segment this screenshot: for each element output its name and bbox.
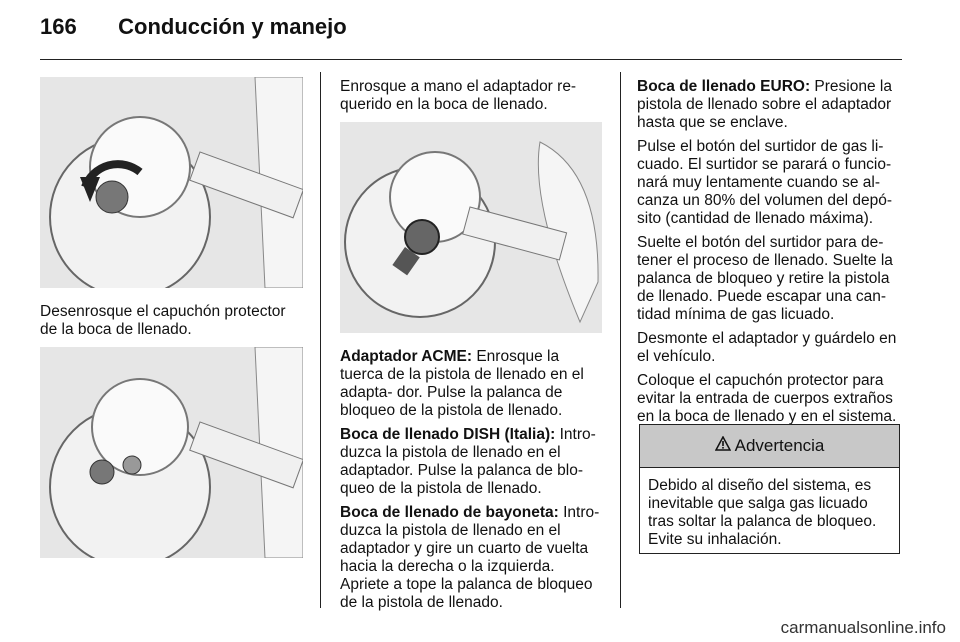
section-title: Conducción y manejo: [118, 14, 347, 39]
column-2-body: [340, 348, 604, 618]
paragraph-euro: [637, 78, 903, 132]
paragraph-release: Suelte el botón del surtidor para de- tener el proceso de llenado. Suelte la palanca de bloqueo y retire la pistola de llenado. Puede escapar una can- tidad mínima de gas licuado.: [637, 234, 893, 323]
illustration-screw-adapter: [340, 122, 602, 333]
column-2-top: [340, 78, 602, 120]
acme-text: Enrosque la tuerca de la pistola de llenado en el adapta- dor. Pulse la palanca de bloqueo de la pistola de llenado.: [340, 348, 584, 419]
paragraph-pump-button: Pulse el botón del surtidor de gas li- cuado. El surtidor se parará o funcio- nará muy lentamente cuando se al- canza un 80% del volumen del depó- sito (cantidad de llenado máxima).: [637, 138, 893, 227]
caption-unscrew: Desenrosque el capuchón protector de la boca de llenado.: [40, 303, 286, 338]
intro-paragraph: Enrosque a mano el adaptador re- querido en la boca de llenado.: [340, 78, 577, 113]
paragraph-acme: [340, 348, 604, 420]
paragraph-store-adapter: Desmonte el adaptador y guárdelo en el vehículo.: [637, 330, 897, 365]
warning-triangle-icon: [715, 436, 731, 456]
column-divider-2: [620, 72, 621, 608]
paragraph-dish: [340, 426, 604, 498]
bayoneta-label: Boca de llenado de bayoneta:: [340, 504, 559, 521]
dish-text: Intro- duzca la pistola de llenado en el adaptador. Pulse la palanca de blo- queo de la pistola de llenado.: [340, 426, 596, 497]
bayoneta-text: Intro- duzca la pistola de llenado en el adaptador y gire un cuarto de vuelta hacia la derecha o la izquierda. Apriete a tope la palanca de bloqueo de la pistola de llenado.: [340, 504, 600, 611]
paragraph-bayoneta: [340, 504, 604, 612]
warning-header: [640, 425, 899, 468]
warning-box: [639, 424, 900, 554]
column-divider-1: [320, 72, 321, 608]
euro-label: Boca de llenado EURO:: [637, 78, 811, 95]
euro-text: Presione la pistola de llenado sobre el adaptador hasta que se enclave.: [637, 78, 892, 131]
illustration-adapter-fitted: [40, 347, 303, 558]
page-number: 166: [40, 14, 77, 39]
dish-label: Boca de llenado DISH (Italia):: [340, 426, 556, 443]
column-1: [40, 303, 302, 345]
warning-title: Advertencia: [734, 436, 825, 455]
column-3: [637, 78, 903, 432]
page-header: [40, 14, 347, 40]
header-rule: [40, 59, 902, 60]
acme-label: Adaptador ACME:: [340, 348, 473, 365]
warning-text: Debido al diseño del sistema, es inevitable que salga gas licuado tras soltar la palanca de bloqueo. Evite su inhalación.: [648, 477, 877, 548]
illustration-unscrew-cap: [40, 77, 303, 288]
paragraph-protective-cap: Coloque el capuchón protector para evitar la entrada de cuerpos extraños en la boca de llenado y en el sistema.: [637, 372, 897, 425]
watermark: carmanualsonline.info: [780, 618, 946, 637]
